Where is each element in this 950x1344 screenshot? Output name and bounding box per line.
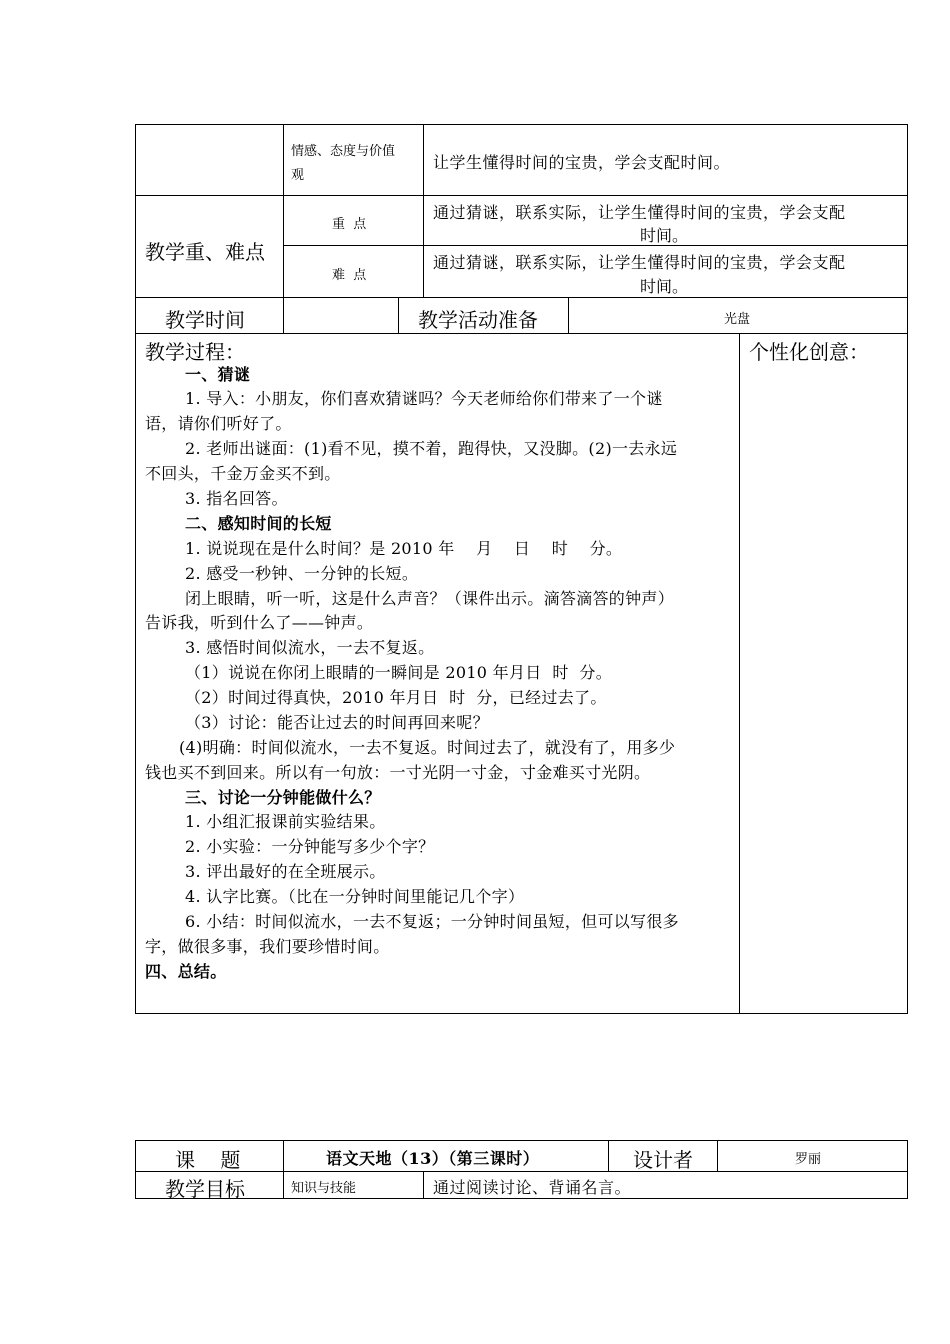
difficult-content-line1: 通过猜谜，联系实际，让学生懂得时间的宝贵，学会支配 bbox=[433, 253, 846, 272]
key-content-line2: 时间。 bbox=[640, 226, 689, 245]
process-line: 2. 小实验：一分钟能写多少个字？ bbox=[185, 837, 435, 856]
creative-label: 个性化创意： bbox=[749, 340, 869, 364]
process-line: 不回头，千金万金买不到。 bbox=[145, 464, 341, 483]
topic-value: 语文天地（13）（第三课时） bbox=[326, 1149, 540, 1168]
section-heading: 二、感知时间的长短 bbox=[185, 514, 332, 533]
process-line: 字，做很多事，我们要珍惜时间。 bbox=[145, 937, 390, 956]
designer-value: 罗丽 bbox=[795, 1152, 822, 1167]
section-heading: 一、猜谜 bbox=[185, 365, 251, 384]
affect-label-line2: 观 bbox=[291, 168, 305, 183]
section-heading: 三、讨论一分钟能做什么？ bbox=[185, 788, 381, 807]
process-line: 6. 小结：时间似流水，一去不复返；一分钟时间虽短，但可以写很多 bbox=[185, 912, 679, 931]
process-line: 2. 老师出谜面：(1)看不见，摸不着，跑得快，又没脚。(2)一去永远 bbox=[185, 439, 678, 458]
process-line: 3. 评出最好的在全班展示。 bbox=[185, 862, 386, 881]
process-line: 闭上眼睛，听一听，这是什么声音？（课件出示。滴答滴答的钟声） bbox=[185, 589, 675, 608]
designer-label: 设计者 bbox=[633, 1148, 693, 1172]
process-line: 钱也买不到回来。所以有一句放：一寸光阴一寸金，寸金难买寸光阴。 bbox=[145, 763, 651, 782]
process-line: （3）讨论：能否让过去的时间再回来呢？ bbox=[185, 713, 489, 732]
process-line: 1. 小组汇报课前实验结果。 bbox=[185, 812, 386, 831]
affect-content: 让学生懂得时间的宝贵，学会支配时间。 bbox=[433, 153, 731, 172]
key-difficult-label: 教学重、难点 bbox=[145, 240, 265, 264]
process-line: 3. 感悟时间似流水，一去不复返。 bbox=[185, 638, 435, 657]
process-line: 2. 感受一秒钟、一分钟的长短。 bbox=[185, 564, 419, 583]
difficult-label: 难 点 bbox=[332, 268, 367, 283]
section-heading: 四、总结。 bbox=[145, 962, 227, 981]
process-line: 3. 指名回答。 bbox=[185, 489, 288, 508]
topic-label: 课 题 bbox=[175, 1148, 241, 1172]
knowledge-label: 知识与技能 bbox=[291, 1181, 357, 1196]
affect-label-line1: 情感、态度与价值 bbox=[291, 144, 396, 159]
process-label: 教学过程： bbox=[145, 340, 245, 364]
process-line: 1. 导入：小朋友，你们喜欢猜谜吗？今天老师给你们带来了一个谜 bbox=[185, 389, 663, 408]
difficult-content-line2: 时间。 bbox=[640, 277, 689, 296]
process-line: （1）说说在你闭上眼睛的一瞬间是 2010 年月日 时 分。 bbox=[185, 663, 613, 682]
process-line: 1. 说说现在是什么时间？是 2010 年 月 日 时 分。 bbox=[185, 539, 623, 558]
key-content-line1: 通过猜谜，联系实际，让学生懂得时间的宝贵，学会支配 bbox=[433, 203, 846, 222]
time-label: 教学时间 bbox=[165, 308, 245, 332]
process-line: (4)明确：时间似流水，一去不复返。时间过去了，就没有了，用多少 bbox=[179, 738, 676, 757]
knowledge-content: 通过阅读讨论、背诵名言。 bbox=[433, 1178, 632, 1197]
process-line: （2）时间过得真快，2010 年月日 时 分，已经过去了。 bbox=[185, 688, 607, 707]
process-line: 4. 认字比赛。（比在一分钟时间里能记几个字） bbox=[185, 887, 525, 906]
prep-label: 教学活动准备 bbox=[418, 308, 538, 332]
goal-label: 教学目标 bbox=[165, 1177, 245, 1201]
process-line: 语，请你们听好了。 bbox=[145, 414, 292, 433]
key-label: 重 点 bbox=[332, 217, 367, 232]
process-line: 告诉我，听到什么了——钟声。 bbox=[145, 613, 374, 632]
prep-value: 光盘 bbox=[724, 312, 751, 327]
